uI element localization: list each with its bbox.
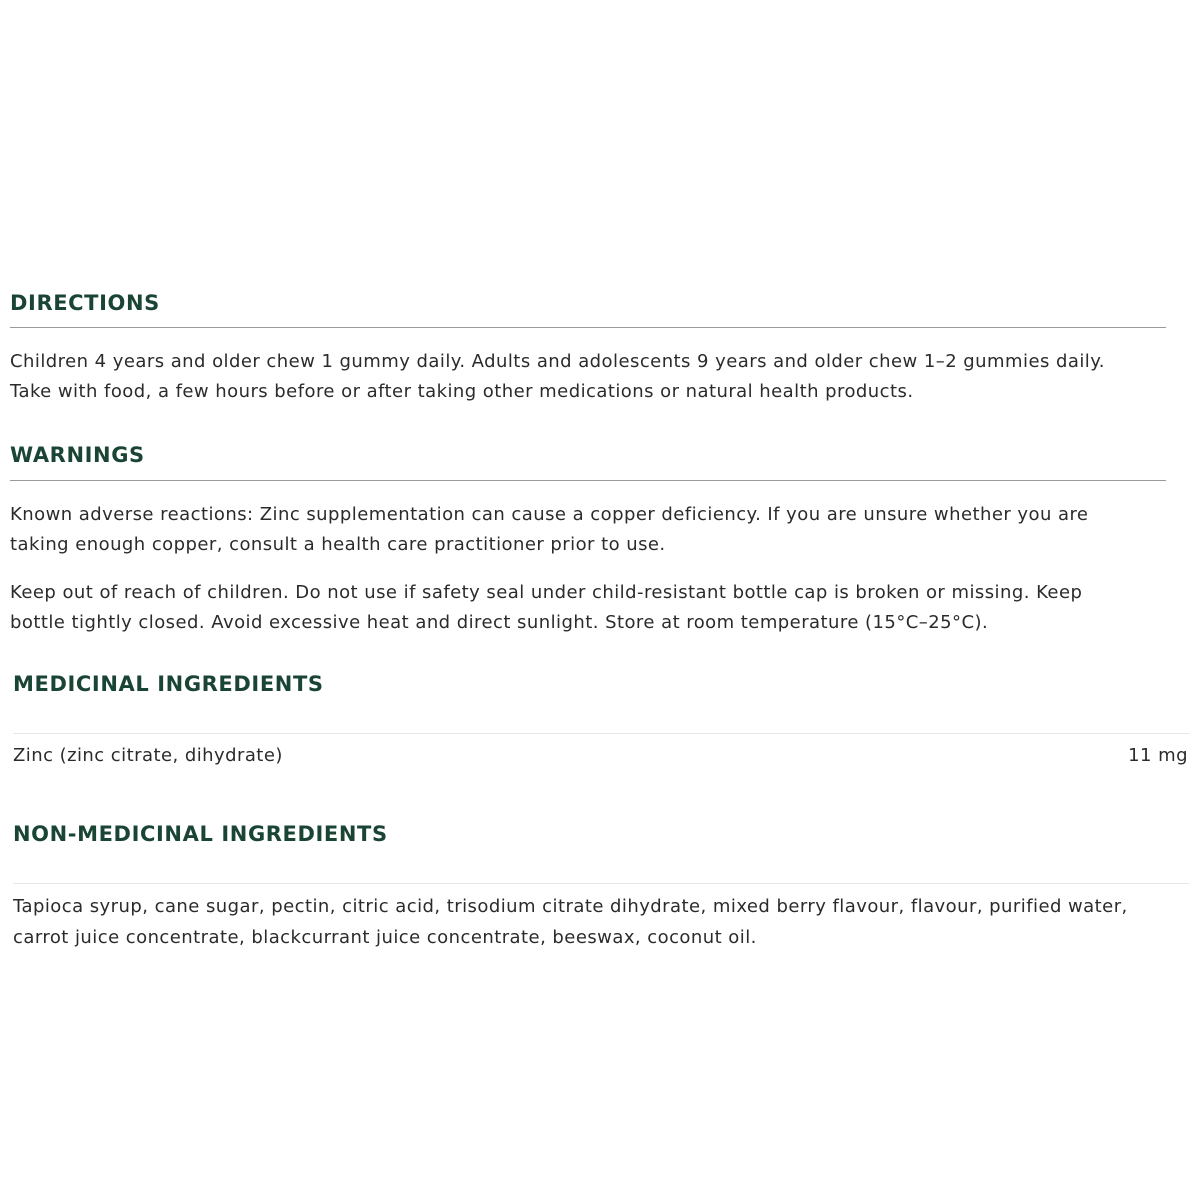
non-medicinal-line-2: carrot juice concentrate, blackcurrant juice concentrate, beeswax, coconut oil. — [13, 926, 757, 948]
warnings-p2-line-1: Keep out of reach of children. Do not use if safety seal under child-resistant bottle cap is broken or missing. Keep — [10, 582, 1083, 603]
warnings-heading: WARNINGS — [10, 443, 145, 467]
non-medicinal-line-1: Tapioca syrup, cane sugar, pectin, citric acid, trisodium citrate dihydrate, mixed berry flavour, flavour, purified water, — [13, 896, 1128, 917]
directions-line-1: Children 4 years and older chew 1 gummy daily. Adults and adolescents 9 years and older chew 1–2 gummies daily. — [10, 351, 1105, 372]
medicinal-ingredient-name: Zinc (zinc citrate, dihydrate) — [13, 745, 283, 766]
medicinal-heading: MEDICINAL INGREDIENTS — [13, 672, 324, 696]
warnings-p1-line-2: taking enough copper, consult a health care practitioner prior to use. — [10, 533, 666, 555]
warnings-paragraph-1 — [10, 500, 1088, 559]
directions-divider — [10, 327, 1166, 328]
warnings-p1-line-1: Known adverse reactions: Zinc supplementation can cause a copper deficiency. If you are unsure whether you are — [10, 504, 1089, 525]
directions-heading: DIRECTIONS — [10, 291, 160, 315]
non-medicinal-divider — [13, 883, 1189, 884]
warnings-p2-line-2: bottle tightly closed. Avoid excessive heat and direct sunlight. Store at room temperature (15°C–25°C). — [10, 611, 989, 633]
non-medicinal-text — [13, 892, 1128, 953]
medicinal-ingredient-amount: 11 mg — [1128, 745, 1188, 766]
directions-text — [10, 347, 1105, 406]
warnings-divider — [10, 480, 1166, 481]
medicinal-divider — [13, 733, 1189, 734]
directions-line-2: Take with food, a few hours before or after taking other medications or natural health products. — [10, 380, 914, 402]
warnings-paragraph-2 — [10, 578, 1082, 637]
non-medicinal-heading: NON-MEDICINAL INGREDIENTS — [13, 822, 388, 846]
